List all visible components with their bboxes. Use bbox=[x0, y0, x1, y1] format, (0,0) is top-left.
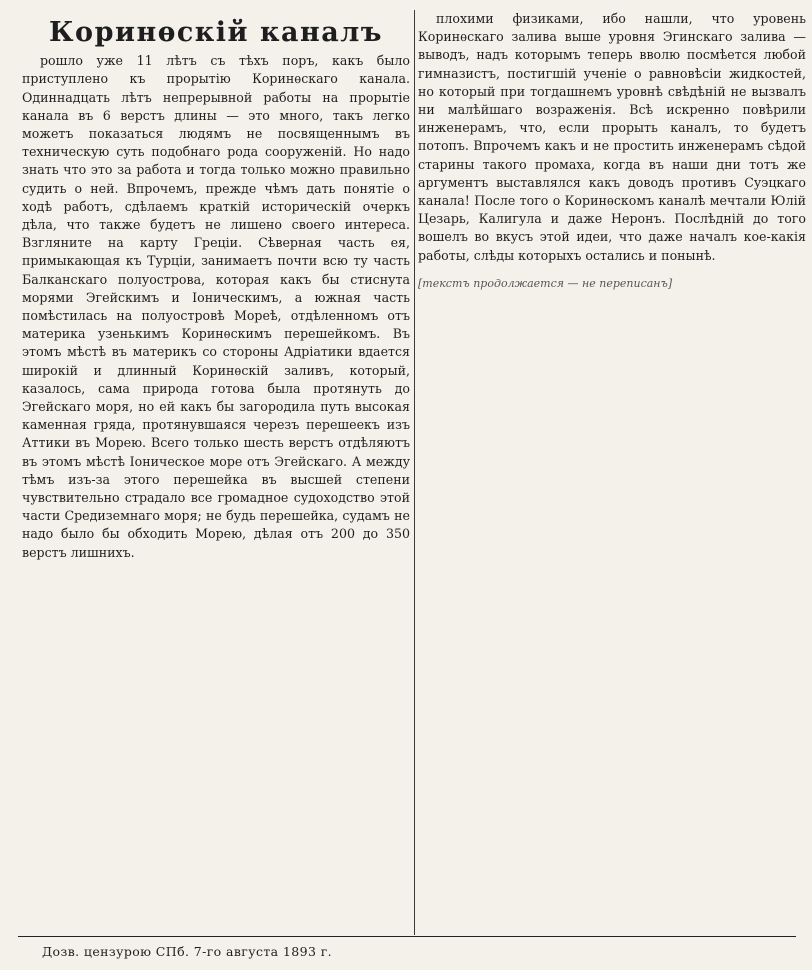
footer-rule bbox=[18, 936, 796, 937]
article-title: Коринѳскій каналъ bbox=[49, 17, 383, 48]
censor-line: Дозв. цензурою СПб. 7-го августа 1893 г. bbox=[42, 944, 333, 959]
left-column bbox=[22, 10, 410, 562]
column-divider bbox=[414, 10, 415, 935]
continuation-note: [текстъ продолжается — не переписанъ] bbox=[418, 276, 673, 290]
right-column bbox=[418, 10, 806, 293]
right-column-text: плохими физиками, ибо нашли, что уровень Коринѳскаго залива выше уровня Эгинскаго залива — выводъ, надъ которымъ теперь вволю посмѣется любой гимназистъ, постигшій ученіе о равновѣсіи жидкостей, но который при тогдашнемъ уровнѣ свѣдѣній не вызвалъ ни малѣйшаго возраженія. Всѣ искренно повѣрили инженерамъ, что, если прорыть каналъ, то будетъ потопъ. Впрочемъ какъ и не простить инженерамъ сѣдой старины такого промаха, когда въ наши дни тотъ же аргументъ выставлялся какъ доводъ противъ Суэцкаго канала! После того о Коринѳскомъ каналѣ мечтали Юлій Цезарь, Калигула и даже Неронъ. Послѣдній до того вошелъ во вкусъ этой идеи, что даже началъ кое-какія работы, слѣды которыхъ остались и понынѣ. bbox=[418, 11, 806, 263]
left-column-text: рошло уже 11 лѣтъ съ тѣхъ поръ, какъ было приступлено къ прорытію Коринѳскаго канала. Одиннадцать лѣтъ непрерывной работы на прорытіе канала въ 6 верстъ длины — это много, такъ легко можетъ показаться людямъ не посвященнымъ въ техническую суть подобнаго рода сооруженій. Но надо знать что это за работа и тогда только можно правильно судить о ней. Впрочемъ, прежде чѣмъ дать понятіе о ходѣ работъ, сдѣлаемъ краткій историческій очеркъ дѣла, что также будетъ не лишено своего интереса. Взгляните на карту Греціи. Сѣверная часть ея, примыкающая къ Турціи, занимаетъ почти всю ту часть Балканскаго полуострова, которая какъ бы стиснута морями Эгейскимъ и Іоническимъ, а южная часть помѣстилась на полуостровѣ Мореѣ, отдѣленномъ отъ материка узенькимъ Коринѳскимъ перешейкомъ. Въ этомъ мѣстѣ въ материкъ со стороны Адріатики вдается широкій и длинный Коринѳскій заливъ, который, казалось, сама природа готова была протянуть до Эгейскаго моря, но ей какъ бы загородила путь высокая каменная гряда, протянувшаяся черезъ перешеекъ изъ Аттики въ Морею. Всего только шесть верстъ отдѣляютъ въ этомъ мѣстѣ Іоническое море отъ Эгейскаго. А между тѣмъ изъ-за этого перешейка въ высшей степени чувствительно страдало все громадное судоходство этой части Средиземнаго моря; не будь перешейка, судамъ не надо было бы обходить Морею, дѣлая отъ 200 до 350 верстъ лишнихъ. bbox=[22, 53, 410, 560]
page bbox=[22, 10, 806, 935]
